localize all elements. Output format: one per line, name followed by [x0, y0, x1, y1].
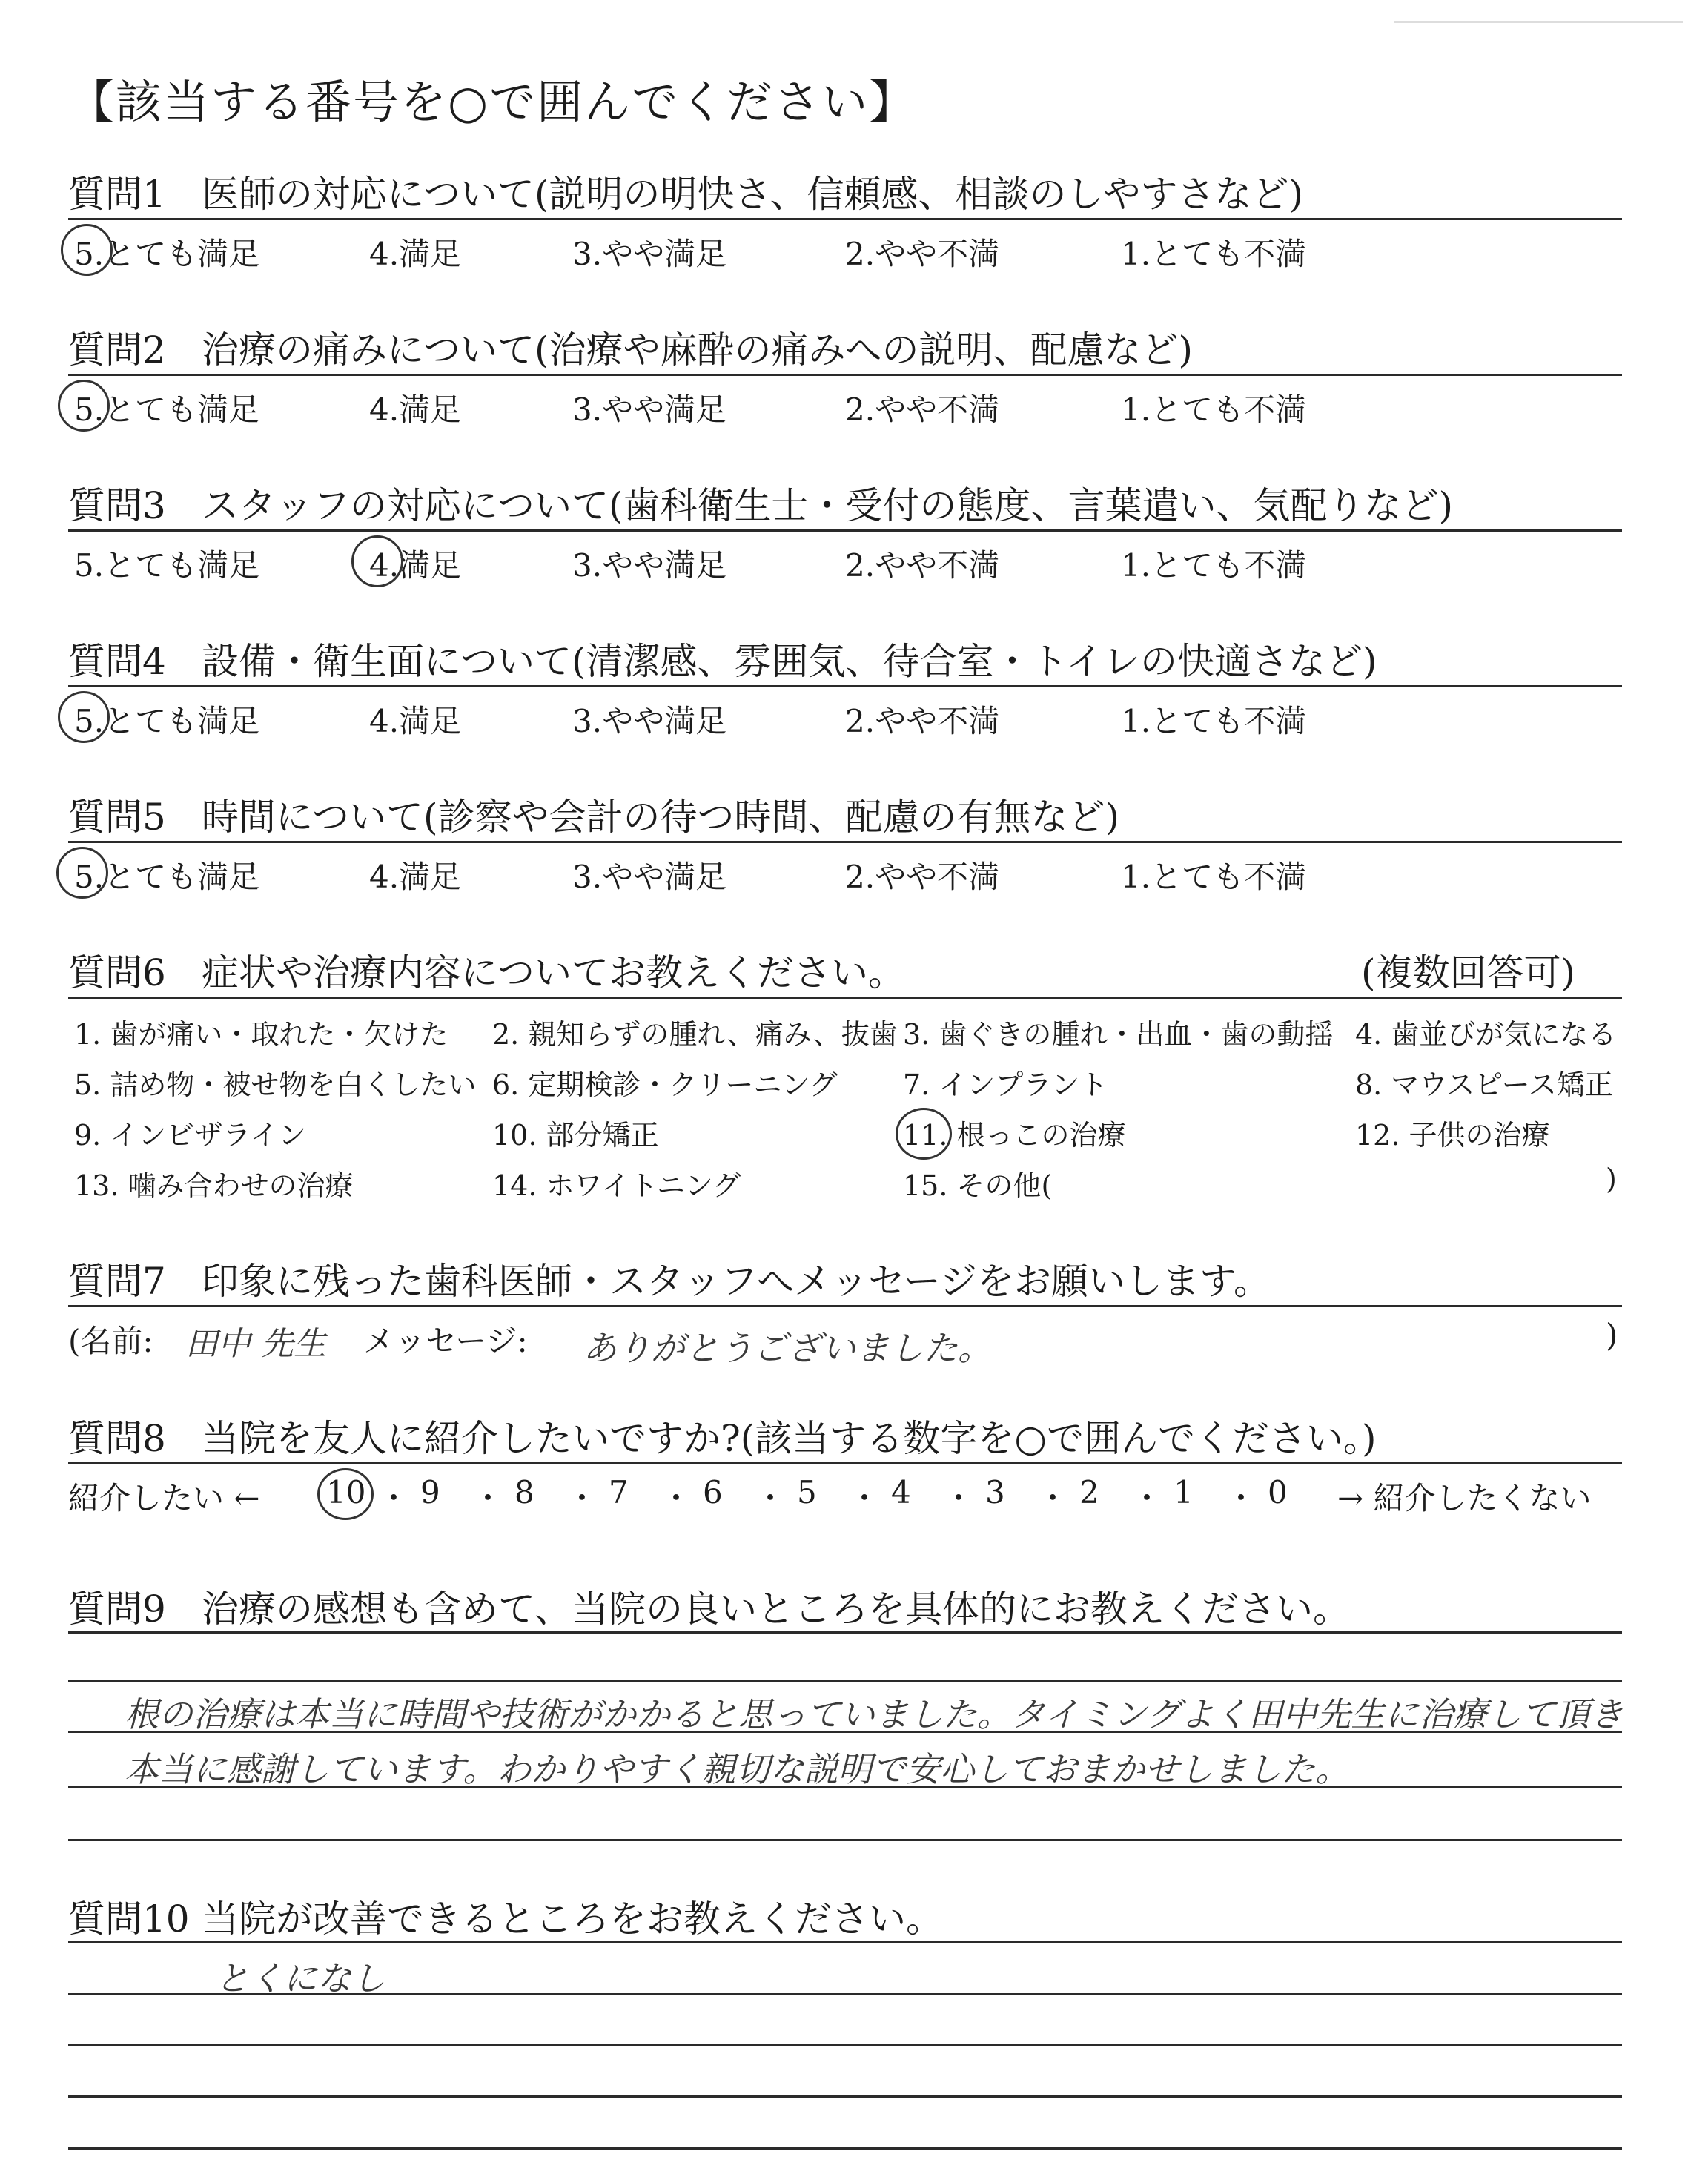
rule-line	[68, 1631, 1622, 1634]
rule-line	[68, 1305, 1622, 1307]
question-1	[68, 165, 1303, 218]
symptom-option[interactable]: 1. 歯が痛い・取れた・欠けた	[74, 1018, 448, 1051]
answer-line[interactable]: 根の治療は本当に時間や技術がかかると思っていました。タイミングよく田中先生に治療して頂き	[125, 1694, 1624, 1734]
symptom-option[interactable]: 6. 定期検診・クリーニング	[492, 1069, 838, 1101]
symptom-option[interactable]: 9. インビザライン	[74, 1119, 307, 1152]
scale-separator: ・	[755, 1480, 787, 1516]
scale-value-9[interactable]: 9	[420, 1474, 440, 1510]
symptom-option[interactable]: 5. 詰め物・被せ物を白くしたい	[74, 1069, 477, 1101]
option-2[interactable]: 2.やや不満	[845, 236, 1000, 272]
symptom-option[interactable]: 10. 部分矯正	[492, 1119, 659, 1152]
option-1[interactable]: 1.とても不満	[1121, 859, 1307, 895]
scale-value-6[interactable]: 6	[703, 1474, 723, 1510]
scale-separator: ・	[849, 1480, 881, 1516]
scale-value-0[interactable]: 0	[1268, 1474, 1288, 1510]
symptom-option[interactable]: 3. 歯ぐきの腫れ・出血・歯の動揺	[903, 1018, 1334, 1051]
rule-line	[68, 997, 1622, 999]
question-9	[68, 1579, 1350, 1633]
symptom-option[interactable]: 13. 噛み合わせの治療	[74, 1169, 354, 1202]
message-label: メッセージ:	[363, 1323, 528, 1359]
rule-line	[68, 2044, 1622, 2046]
scale-separator: ・	[1131, 1480, 1163, 1516]
recommend-label: 紹介したい ←	[68, 1480, 260, 1516]
option-5[interactable]: 5.とても満足	[74, 703, 260, 739]
question-text: 医師の対応について(説明の明快さ、信頼感、相談のしやすさなど)	[202, 173, 1304, 216]
improvement-answer[interactable]: とくになし	[215, 1958, 385, 1998]
selection-circle	[61, 224, 113, 276]
scale-value-2[interactable]: 2	[1079, 1474, 1099, 1510]
scale-value-7[interactable]: 7	[609, 1474, 629, 1510]
answer-line[interactable]: 本当に感謝しています。わかりやすく親切な説明で安心しておまかせしました。	[125, 1749, 1350, 1789]
question-text: 印象に残った歯科医師・スタッフへメッセージをお願いします。	[202, 1260, 1271, 1303]
option-4[interactable]: 4.満足	[369, 392, 462, 428]
question-text: 治療の感想も含めて、当院の良いところを具体的にお教えください。	[202, 1588, 1350, 1631]
symptom-option[interactable]: 2. 親知らずの腫れ、痛み、抜歯	[492, 1018, 898, 1051]
symptom-option[interactable]: 14. ホワイトニング	[492, 1169, 741, 1202]
symptom-option-other[interactable]: 15. その他(	[903, 1169, 1053, 1202]
scale-separator: ・	[472, 1480, 504, 1516]
scale-value-3[interactable]: 3	[985, 1474, 1005, 1510]
rule-line	[68, 1680, 1622, 1682]
option-1[interactable]: 1.とても不満	[1121, 547, 1307, 584]
selection-circle	[351, 535, 403, 587]
symptom-option[interactable]: 12. 子供の治療	[1355, 1119, 1550, 1152]
top-edge-line	[1394, 21, 1683, 23]
selection-circle	[56, 847, 108, 899]
symptom-option[interactable]: 8. マウスピース矯正	[1355, 1069, 1613, 1101]
question-text: 症状や治療内容についてお教えください。	[202, 951, 905, 994]
question-6	[68, 943, 905, 997]
question-number: 質問5	[68, 796, 166, 839]
option-3[interactable]: 3.やや満足	[572, 859, 727, 895]
other-close-paren: )	[1606, 1163, 1617, 1195]
question-number: 質問7	[68, 1260, 166, 1303]
question-8	[68, 1409, 1376, 1462]
option-2[interactable]: 2.やや不満	[845, 703, 1000, 739]
question-number: 質問2	[68, 328, 166, 371]
option-3[interactable]: 3.やや満足	[572, 236, 727, 272]
option-3[interactable]: 3.やや満足	[572, 392, 727, 428]
question-number: 質問1	[68, 173, 166, 216]
scale-separator: ・	[1037, 1480, 1069, 1516]
question-number: 質問8	[68, 1417, 166, 1460]
option-3[interactable]: 3.やや満足	[572, 703, 727, 739]
option-1[interactable]: 1.とても不満	[1121, 236, 1307, 272]
rule-line	[68, 841, 1622, 843]
rule-line	[68, 685, 1622, 687]
scale-separator: ・	[378, 1480, 410, 1516]
option-5[interactable]: 5.とても満足	[74, 392, 260, 428]
option-4[interactable]: 4.満足	[369, 859, 462, 895]
page-title: 【該当する番号を○で囲んでください】	[68, 75, 917, 129]
scale-value-10[interactable]: 10	[326, 1474, 366, 1510]
option-5[interactable]: 5.とても満足	[74, 547, 260, 584]
scale-value-4[interactable]: 4	[891, 1474, 911, 1510]
scale-separator: ・	[566, 1480, 598, 1516]
scale-value-5[interactable]: 5	[797, 1474, 817, 1510]
selection-circle	[896, 1108, 952, 1160]
question-3	[68, 476, 1453, 529]
option-2[interactable]: 2.やや不満	[845, 859, 1000, 895]
scale-separator: ・	[661, 1480, 692, 1516]
rule-line	[68, 374, 1622, 376]
message-value[interactable]: ありがとうございました。	[583, 1328, 992, 1368]
rule-line	[68, 529, 1622, 532]
selection-circle	[58, 691, 110, 743]
question-number: 質問3	[68, 484, 166, 527]
rule-line	[68, 218, 1622, 220]
question-text: スタッフの対応について(歯科衛生士・受付の態度、言葉遣い、気配りなど)	[202, 484, 1454, 527]
option-5[interactable]: 5.とても満足	[74, 859, 260, 895]
question-text: 当院を友人に紹介したいですか?(該当する数字を○で囲んでください。)	[202, 1417, 1377, 1460]
rule-line	[68, 2147, 1622, 2150]
question-4	[68, 632, 1377, 685]
question-7	[68, 1252, 1271, 1305]
question-text: 時間について(診察や会計の待つ時間、配慮の有無など)	[202, 796, 1120, 839]
question-text: 設備・衛生面について(清潔感、雰囲気、待合室・トイレの快適さなど)	[202, 640, 1377, 683]
scale-separator: ・	[1225, 1480, 1257, 1516]
option-1[interactable]: 1.とても不満	[1121, 392, 1307, 428]
rule-line	[68, 1941, 1622, 1943]
rule-line	[68, 1462, 1622, 1464]
not-recommend-label: → 紹介したくない	[1337, 1480, 1592, 1516]
question-text: 治療の痛みについて(治療や麻酔の痛みへの説明、配慮など)	[202, 328, 1194, 371]
question-5	[68, 787, 1119, 841]
option-4[interactable]: 4.満足	[369, 547, 462, 584]
question-number: 質問6	[68, 951, 166, 994]
selection-circle	[317, 1468, 374, 1520]
scale-value-1[interactable]: 1	[1174, 1474, 1194, 1510]
name-value[interactable]: 田中 先生	[185, 1325, 326, 1363]
option-2[interactable]: 2.やや不満	[845, 547, 1000, 584]
question-number: 質問10	[68, 1898, 190, 1941]
option-1[interactable]: 1.とても不満	[1121, 703, 1307, 739]
question-10	[68, 1889, 943, 1943]
question-text: 当院が改善できるところをお教えください。	[202, 1898, 943, 1941]
option-2[interactable]: 2.やや不満	[845, 392, 1000, 428]
scale-separator: ・	[943, 1480, 975, 1516]
scale-value-8[interactable]: 8	[514, 1474, 534, 1510]
symptom-option[interactable]: 7. インプラント	[903, 1069, 1108, 1101]
question-number: 質問4	[68, 640, 166, 683]
question-number: 質問9	[68, 1588, 166, 1631]
symptom-option[interactable]: 4. 歯並びが気になる	[1355, 1018, 1617, 1051]
option-4[interactable]: 4.満足	[369, 236, 462, 272]
multiple-answer-note: (複数回答可)	[1361, 951, 1576, 994]
name-label: (名前:	[68, 1323, 153, 1359]
option-5[interactable]: 5.とても満足	[74, 236, 260, 272]
rule-line	[68, 2095, 1622, 2098]
rule-line	[68, 1839, 1622, 1841]
question-2	[68, 320, 1193, 374]
option-3[interactable]: 3.やや満足	[572, 547, 727, 584]
selection-circle	[58, 380, 110, 432]
option-4[interactable]: 4.満足	[369, 703, 462, 739]
symptom-option[interactable]: 11. 根っこの治療	[903, 1119, 1126, 1152]
close-paren: )	[1606, 1317, 1618, 1353]
